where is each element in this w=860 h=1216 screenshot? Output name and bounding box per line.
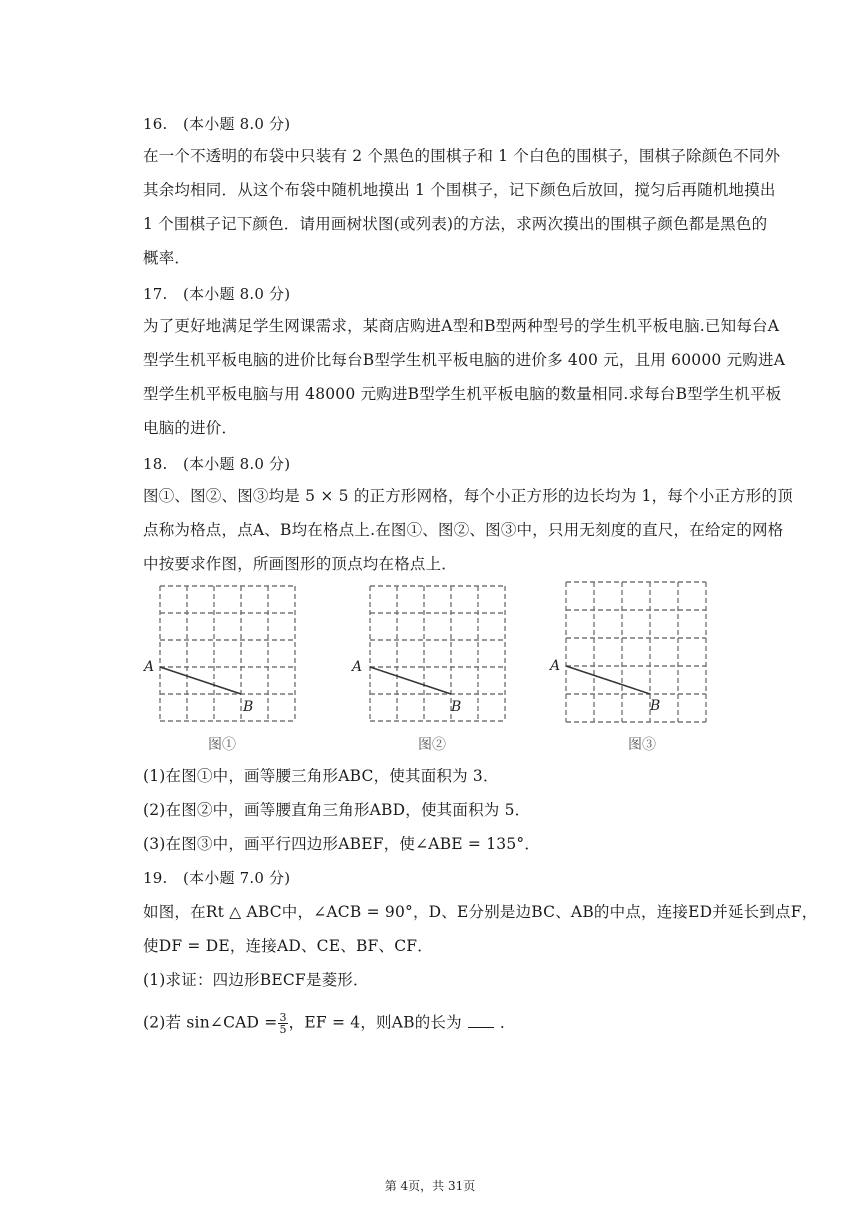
point-a-label: A xyxy=(550,658,561,674)
figure-3-caption: 图③ xyxy=(628,737,656,753)
q17-score: (本小题 8.0 分) xyxy=(183,285,291,303)
q19-text-line: 使DF = DE，连接AD、CE、BF、CF． xyxy=(143,937,433,955)
q17-text-line: 电脑的进价． xyxy=(143,419,238,437)
q18-score: (本小题 8.0 分) xyxy=(183,455,291,473)
q18-number: 18. xyxy=(143,455,168,473)
page-footer: 第 4页，共 31页 xyxy=(384,1179,476,1193)
fraction-numerator: 3 xyxy=(279,1011,287,1024)
q18-part-3: (3)在图③中，画平行四边形ABEF，使∠ABE = 135°． xyxy=(143,835,541,853)
q16-text-line: 其余均相同．从这个布袋中随机地摸出 1 个围棋子，记下颜色后放回，搅匀后再随机地摸出 xyxy=(143,181,776,199)
q19-header xyxy=(143,868,753,888)
q19-part-2 xyxy=(143,1012,753,1035)
q17-header xyxy=(143,284,753,304)
grid-5x5-svg xyxy=(548,578,728,726)
q18-part-2: (2)在图②中，画等腰直角三角形ABD，使其面积为 5． xyxy=(143,801,531,819)
q17-text-line: 型学生机平板电脑与用 48000 元购进B型学生机平板电脑的数量相同.求每台B型学生机平板 xyxy=(143,385,782,403)
q16-text-line: 1 个围棋子记下颜色．请用画树状图(或列表)的方法，求两次摸出的围棋子颜色都是黑色的 xyxy=(143,215,768,233)
fraction-denominator: 5 xyxy=(279,1023,287,1036)
figure-1-caption: 图① xyxy=(208,737,236,753)
q16-number: 16. xyxy=(143,115,168,133)
point-b-label: B xyxy=(451,699,462,715)
grid-figure-3 xyxy=(548,578,728,726)
q19-part-1: (1)求证：四边形BECF是菱形． xyxy=(143,971,369,989)
q19-part-2-end: ． xyxy=(499,1013,516,1032)
q18-header xyxy=(143,454,753,474)
q18-text-line: 中按要求作图，所画图形的顶点均在格点上． xyxy=(143,555,458,573)
q18-part-1: (1)在图①中，画等腰三角形ABC，使其面积为 3． xyxy=(143,767,499,785)
segment-ab xyxy=(566,666,650,694)
answer-blank[interactable] xyxy=(468,1013,494,1028)
point-a-label: A xyxy=(144,659,155,675)
q16-text-line: 在一个不透明的布袋中只装有 2 个黑色的围棋子和 1 个白色的围棋子，围棋子除颜色不同外 xyxy=(143,147,781,165)
q18-text-line: 图①、图②、图③均是 5 × 5 的正方形网格，每个小正方形的边长均为 1，每个小正方形的顶 xyxy=(143,487,793,505)
point-b-label: B xyxy=(650,698,661,714)
fraction xyxy=(278,1012,287,1035)
q19-text-line: 如图，在Rt △ ABC中，∠ACB = 90°，D、E分别是边BC、AB的中点，连接ED并延长到点F， xyxy=(143,903,818,921)
q17-number: 17. xyxy=(143,285,168,303)
q19-part-2-middle: ，EF = 4，则AB的长为 xyxy=(288,1013,462,1032)
grid-5x5-svg xyxy=(350,578,530,726)
q17-text-line: 型学生机平板电脑的进价比每台B型学生机平板电脑的进价多 400 元，且用 60000 元购进A xyxy=(143,351,786,369)
grid-figure-2 xyxy=(350,578,530,726)
point-a-label: A xyxy=(352,659,363,675)
q19-part-2-prefix: (2)若 sin∠CAD = xyxy=(143,1013,278,1032)
q18-text-line: 点称为格点，点A、B均在格点上.在图①、图②、图③中，只用无刻度的直尺，在给定的网格 xyxy=(143,521,784,539)
point-b-label: B xyxy=(243,699,254,715)
q17-text-line: 为了更好地满足学生网课需求，某商店购进A型和B型两种型号的学生机平板电脑.已知每台A xyxy=(143,317,780,335)
q16-header xyxy=(143,114,753,134)
q16-text-line: 概率． xyxy=(143,249,191,267)
figure-2-caption: 图② xyxy=(418,737,446,753)
q16-score: (本小题 8.0 分) xyxy=(183,115,291,133)
grid-figure-1 xyxy=(140,578,320,726)
q19-score: (本小题 7.0 分) xyxy=(183,869,291,887)
grid-5x5-svg xyxy=(140,578,320,726)
q19-number: 19. xyxy=(143,869,168,887)
segment-ab xyxy=(160,667,241,694)
segment-ab xyxy=(370,667,451,694)
